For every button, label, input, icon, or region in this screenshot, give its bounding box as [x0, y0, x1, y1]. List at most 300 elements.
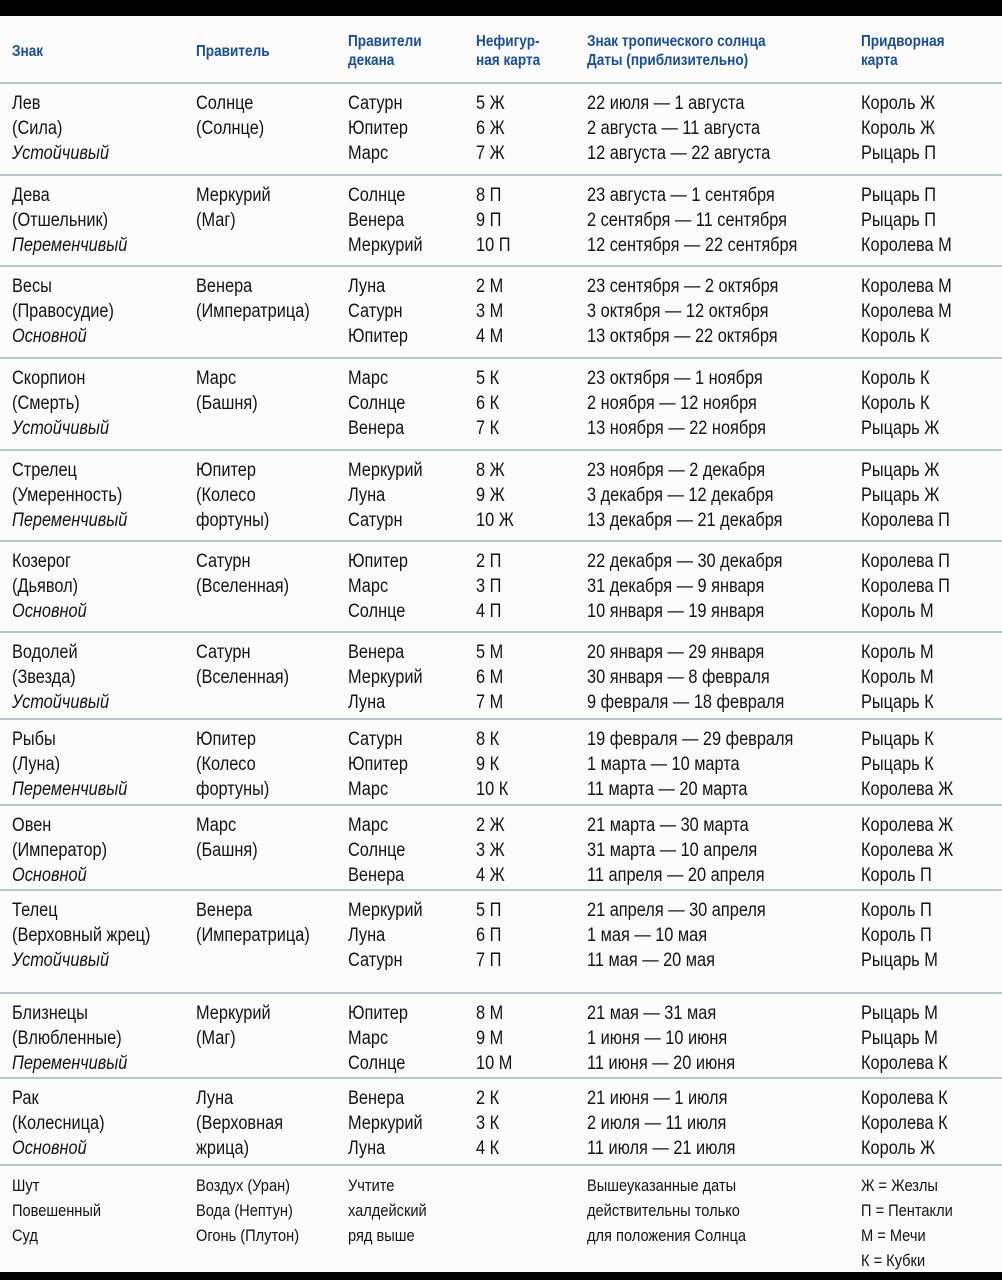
- cell-line: 1 мая — 10 мая: [587, 925, 708, 946]
- cell-line: Королева К: [861, 1053, 948, 1074]
- cell-line: 5 П: [476, 900, 502, 921]
- ruler-cell: [196, 1001, 271, 1051]
- cell-line: 9 Ж: [476, 485, 505, 506]
- ruler-cell: [196, 458, 269, 533]
- sign-cell: [12, 91, 109, 166]
- cell-line: Рыцарь М: [861, 1028, 938, 1049]
- cell-line: (Башня): [196, 393, 258, 414]
- cell-line: Скорпион: [12, 368, 86, 389]
- cell-line: Королева П: [861, 510, 950, 531]
- ruler-cell: [196, 274, 310, 324]
- cell-line: 22 декабря — 30 декабря: [587, 551, 783, 572]
- court-card-cell: [861, 813, 953, 888]
- cell-line: 21 мая — 31 мая: [587, 1003, 717, 1024]
- cell-line: 2 сентября — 11 сентября: [587, 210, 788, 231]
- cell-line: Король К: [861, 368, 930, 389]
- cell-line: 13 октября — 22 октября: [587, 326, 778, 347]
- court-card-cell: [861, 1001, 948, 1076]
- sign-cell: [12, 1173, 101, 1248]
- cell-line: Королева Ж: [861, 779, 954, 800]
- sign-cell: [12, 458, 127, 533]
- pip-card-cell: [476, 91, 505, 166]
- cell-line: Меркурий: [348, 1113, 423, 1134]
- cell-line: Дева: [12, 185, 50, 206]
- cell-line: 7 П: [476, 950, 502, 971]
- cell-line: Весы: [12, 276, 52, 297]
- cell-line: 12 сентября — 22 сентября: [587, 235, 798, 256]
- header-court-card: Придворная карта: [861, 33, 945, 69]
- pip-card-cell: [476, 813, 505, 888]
- ruler-cell: [196, 727, 269, 802]
- cell-line: (Император): [12, 840, 108, 861]
- sign-cell: [12, 1001, 127, 1076]
- sign-cell: [12, 1086, 105, 1161]
- cell-line: Юпитер: [196, 460, 256, 481]
- header-ruler: Правитель: [196, 43, 270, 60]
- cell-line: Рыцарь П: [861, 143, 936, 164]
- cell-line: 3 П: [476, 576, 502, 597]
- cell-line: Юпитер: [196, 729, 256, 750]
- cell-line: Король Ж: [861, 93, 936, 114]
- table-row: [0, 633, 1002, 720]
- cell-line: Переменчивый: [12, 1053, 128, 1074]
- cell-line: 6 М: [476, 667, 504, 688]
- table-row: [0, 1079, 1002, 1166]
- cell-line: Рыцарь К: [861, 729, 934, 750]
- ruler-cell: [196, 549, 289, 599]
- cell-line: Солнце: [348, 840, 406, 861]
- cell-line: Король М: [861, 601, 934, 622]
- cell-line: Рыцарь П: [861, 210, 936, 231]
- cell-line: Рыцарь М: [861, 1003, 938, 1024]
- decan-rulers-cell: [348, 549, 408, 624]
- cell-line: Королева П: [861, 551, 950, 572]
- cell-line: (Маг): [196, 210, 236, 231]
- ruler-cell: [196, 183, 271, 233]
- cell-line: 12 августа — 22 августа: [587, 143, 771, 164]
- cell-line: (Вселенная): [196, 576, 290, 597]
- cell-line: 10 января — 19 января: [587, 601, 765, 622]
- table-row: [0, 806, 1002, 891]
- cell-line: 11 апреля — 20 апреля: [587, 865, 765, 886]
- decan-rulers-cell: [348, 898, 423, 973]
- cell-line: 3 Ж: [476, 840, 505, 861]
- decan-rulers-cell: [348, 274, 408, 349]
- cell-line: Луна: [348, 925, 386, 946]
- cell-line: Меркурий: [348, 460, 423, 481]
- table-row: [0, 359, 1002, 451]
- cell-line: 4 Ж: [476, 865, 505, 886]
- cell-line: 30 января — 8 февраля: [587, 667, 770, 688]
- court-card-cell: [861, 91, 936, 166]
- cell-line: Меркурий: [348, 235, 423, 256]
- court-card-cell: [861, 366, 939, 441]
- cell-line: Рак: [12, 1088, 39, 1109]
- cell-line: Переменчивый: [12, 779, 128, 800]
- cell-line: (Умеренность): [12, 485, 123, 506]
- cell-line: 13 ноября — 22 ноября: [587, 418, 767, 439]
- dates-cell: [587, 183, 797, 258]
- cell-line: 31 декабря — 9 января: [587, 576, 765, 597]
- bottom-bar: [0, 1272, 1002, 1280]
- dates-cell: [587, 274, 778, 349]
- cell-line: Венера: [348, 210, 405, 231]
- court-card-cell: [861, 640, 934, 715]
- cell-line: 9 П: [476, 210, 502, 231]
- cell-line: 7 М: [476, 692, 504, 713]
- cell-line: Меркурий: [348, 667, 423, 688]
- cell-line: 2 М: [476, 276, 504, 297]
- table-header: [0, 16, 1002, 84]
- cell-line: П = Пентакли: [861, 1201, 953, 1220]
- cell-line: для положения Солнца: [587, 1226, 747, 1245]
- cell-line: 4 К: [476, 1138, 500, 1159]
- cell-line: Устойчивый: [12, 143, 110, 164]
- cell-line: Королева К: [861, 1113, 948, 1134]
- header-decan-rulers: Правители декана: [348, 33, 422, 69]
- cell-line: 10 П: [476, 235, 511, 256]
- cell-line: Королева М: [861, 301, 952, 322]
- cell-line: Король Ж: [861, 1138, 936, 1159]
- cell-line: (Императрица): [196, 925, 310, 946]
- pip-card-cell: [476, 274, 503, 349]
- cell-line: Вышеуказанные даты: [587, 1176, 737, 1195]
- cell-line: Юпитер: [348, 1003, 408, 1024]
- cell-line: (Отшельник): [12, 210, 109, 231]
- cell-line: Солнце: [348, 1053, 406, 1074]
- cell-line: Марс: [348, 368, 389, 389]
- decan-rulers-cell: [348, 727, 408, 802]
- cell-line: Шут: [12, 1176, 40, 1195]
- cell-line: К = Кубки: [861, 1251, 926, 1270]
- cell-line: Луна: [348, 485, 386, 506]
- dates-cell: [587, 813, 765, 888]
- cell-line: Луна: [348, 276, 386, 297]
- cell-line: Король П: [861, 865, 932, 886]
- cell-line: (Сила): [12, 118, 63, 139]
- cell-line: Сатурн: [348, 950, 403, 971]
- ruler-cell: [196, 1086, 283, 1161]
- dates-cell: [587, 640, 784, 715]
- cell-line: 20 января — 29 января: [587, 642, 765, 663]
- court-card-cell: [861, 183, 952, 258]
- cell-line: Учтите: [348, 1176, 395, 1195]
- court-card-cell: [861, 1173, 953, 1272]
- cell-line: 3 октября — 12 октября: [587, 301, 769, 322]
- cell-line: жрица): [196, 1138, 250, 1159]
- cell-line: Луна: [348, 692, 386, 713]
- dates-cell: [587, 1001, 735, 1076]
- pip-card-cell: [476, 640, 503, 715]
- decan-rulers-cell: [348, 813, 405, 888]
- cell-line: Королева М: [861, 276, 952, 297]
- cell-line: Сатурн: [196, 642, 251, 663]
- cell-line: Королева К: [861, 1088, 948, 1109]
- cell-line: 11 июля — 21 июля: [587, 1138, 736, 1159]
- cell-line: 21 апреля — 30 апреля: [587, 900, 766, 921]
- cell-line: 2 К: [476, 1088, 500, 1109]
- cell-line: (Верховный жрец): [12, 925, 151, 946]
- cell-line: 11 мая — 20 мая: [587, 950, 715, 971]
- cell-line: Рыцарь К: [861, 692, 934, 713]
- ruler-cell: [196, 813, 258, 863]
- cell-line: 10 К: [476, 779, 509, 800]
- cell-line: (Верховная: [196, 1113, 284, 1134]
- cell-line: Вода (Нептун): [196, 1201, 293, 1220]
- cell-line: Устойчивый: [12, 950, 110, 971]
- cell-line: Телец: [12, 900, 58, 921]
- cell-line: Меркурий: [196, 1003, 271, 1024]
- cell-line: 31 марта — 10 апреля: [587, 840, 758, 861]
- ruler-cell: [196, 1173, 299, 1248]
- cell-line: 23 сентября — 2 октября: [587, 276, 779, 297]
- cell-line: Марс: [348, 779, 389, 800]
- sign-cell: [12, 183, 127, 258]
- cell-line: 11 июня — 20 июня: [587, 1053, 736, 1074]
- pip-card-cell: [476, 1001, 512, 1076]
- decan-rulers-cell: [348, 1001, 408, 1076]
- cell-line: Венера: [196, 276, 253, 297]
- cell-line: 9 К: [476, 754, 500, 775]
- decan-rulers-cell: [348, 1173, 427, 1248]
- cell-line: 22 июля — 1 августа: [587, 93, 745, 114]
- cell-line: Основной: [12, 326, 87, 347]
- cell-line: (Звезда): [12, 667, 76, 688]
- cell-line: Марс: [348, 1028, 389, 1049]
- table-row: [0, 451, 1002, 542]
- cell-line: Королева Ж: [861, 815, 954, 836]
- cell-line: (Башня): [196, 840, 258, 861]
- cell-line: Сатурн: [348, 510, 403, 531]
- dates-cell: [587, 549, 783, 624]
- pip-card-cell: [476, 458, 514, 533]
- cell-line: 5 Ж: [476, 93, 505, 114]
- cell-line: (Дьявол): [12, 576, 79, 597]
- table-row: [0, 542, 1002, 633]
- cell-line: Юпитер: [348, 118, 408, 139]
- cell-line: Марс: [348, 143, 389, 164]
- ruler-cell: [196, 898, 310, 948]
- cell-line: Переменчивый: [12, 235, 128, 256]
- court-card-cell: [861, 898, 938, 973]
- cell-line: 23 октября — 1 ноября: [587, 368, 763, 389]
- cell-line: Венера: [348, 865, 405, 886]
- pip-card-cell: [476, 1086, 499, 1161]
- cell-line: (Колесница): [12, 1113, 105, 1134]
- cell-line: 2 ноября — 12 ноября: [587, 393, 757, 414]
- dates-cell: [587, 727, 793, 802]
- cell-line: 8 П: [476, 185, 502, 206]
- cell-line: 2 П: [476, 551, 502, 572]
- ruler-cell: [196, 640, 289, 690]
- cell-line: 5 К: [476, 368, 500, 389]
- cell-line: 8 М: [476, 1003, 504, 1024]
- decan-rulers-cell: [348, 91, 408, 166]
- cell-line: Король К: [861, 326, 930, 347]
- court-card-cell: [861, 458, 950, 533]
- decan-rulers-cell: [348, 640, 423, 715]
- cell-line: (Колесо: [196, 754, 256, 775]
- cell-line: 1 марта — 10 марта: [587, 754, 740, 775]
- table-row: [0, 176, 1002, 267]
- cell-line: 10 М: [476, 1053, 513, 1074]
- cell-line: Венера: [348, 418, 405, 439]
- pip-card-cell: [476, 727, 508, 802]
- dates-cell: [587, 91, 770, 166]
- court-card-cell: [861, 274, 952, 349]
- ruler-cell: [196, 366, 258, 416]
- cell-line: 2 Ж: [476, 815, 505, 836]
- cell-line: Солнце: [348, 393, 406, 414]
- table-row: [0, 267, 1002, 359]
- cell-line: 19 февраля — 29 февраля: [587, 729, 794, 750]
- sign-cell: [12, 366, 109, 441]
- cell-line: 23 ноября — 2 декабря: [587, 460, 766, 481]
- cell-line: Королева М: [861, 235, 952, 256]
- cell-line: 1 июня — 10 июня: [587, 1028, 728, 1049]
- dates-cell: [587, 898, 766, 973]
- dates-cell: [587, 1173, 746, 1248]
- cell-line: Стрелец: [12, 460, 77, 481]
- cell-line: 6 К: [476, 393, 500, 414]
- table-row: [0, 84, 1002, 176]
- court-card-cell: [861, 549, 950, 624]
- cell-line: действительны только: [587, 1201, 740, 1220]
- cell-line: (Влюбленные): [12, 1028, 122, 1049]
- table-row: [0, 994, 1002, 1079]
- pip-card-cell: [476, 898, 501, 973]
- cell-line: Близнецы: [12, 1003, 88, 1024]
- cell-line: Переменчивый: [12, 510, 128, 531]
- cell-line: Рыцарь М: [861, 950, 938, 971]
- cell-line: Король М: [861, 642, 934, 663]
- sign-cell: [12, 274, 114, 349]
- cell-line: Суд: [12, 1226, 38, 1245]
- cell-line: Венера: [348, 642, 405, 663]
- cell-line: 6 П: [476, 925, 502, 946]
- cell-line: 6 Ж: [476, 118, 505, 139]
- cell-line: Венера: [348, 1088, 405, 1109]
- pip-card-cell: [476, 549, 501, 624]
- cell-line: Солнце: [348, 185, 406, 206]
- cell-line: Луна: [196, 1088, 234, 1109]
- pip-card-cell: [476, 366, 499, 441]
- cell-line: Королева Ж: [861, 840, 954, 861]
- cell-line: Сатурн: [196, 551, 251, 572]
- cell-line: 4 П: [476, 601, 502, 622]
- cell-line: Солнце: [196, 93, 254, 114]
- sign-cell: [12, 813, 107, 888]
- dates-cell: [587, 1086, 735, 1161]
- cell-line: М = Мечи: [861, 1226, 926, 1245]
- cell-line: Сатурн: [348, 729, 403, 750]
- cell-line: Рыцарь П: [861, 185, 936, 206]
- cell-line: 3 декабря — 12 декабря: [587, 485, 774, 506]
- cell-line: Венера: [196, 900, 253, 921]
- cell-line: Марс: [348, 815, 389, 836]
- cell-line: Повешенный: [12, 1201, 102, 1220]
- cell-line: Основной: [12, 601, 87, 622]
- sign-cell: [12, 727, 127, 802]
- table-footer-row: [0, 1166, 1002, 1272]
- cell-line: (Императрица): [196, 301, 310, 322]
- cell-line: Король М: [861, 667, 934, 688]
- cell-line: Солнце: [348, 601, 406, 622]
- cell-line: Юпитер: [348, 551, 408, 572]
- cell-line: 10 Ж: [476, 510, 514, 531]
- sign-cell: [12, 898, 150, 973]
- cell-line: Юпитер: [348, 754, 408, 775]
- cell-line: 9 М: [476, 1028, 504, 1049]
- cell-line: халдейский: [348, 1201, 427, 1220]
- cell-line: (Смерть): [12, 393, 80, 414]
- dates-cell: [587, 366, 766, 441]
- cell-line: (Правосудие): [12, 301, 114, 322]
- cell-line: ряд выше: [348, 1226, 415, 1245]
- header-pip-card: Нефигур- ная карта: [476, 33, 541, 69]
- cell-line: Король К: [861, 393, 930, 414]
- cell-line: Юпитер: [348, 326, 408, 347]
- cell-line: Козерог: [12, 551, 71, 572]
- decan-rulers-cell: [348, 183, 423, 258]
- cell-line: Ж = Жезлы: [861, 1176, 938, 1195]
- cell-line: 7 К: [476, 418, 500, 439]
- cell-line: Рыцарь Ж: [861, 460, 940, 481]
- cell-line: 8 Ж: [476, 460, 505, 481]
- court-card-cell: [861, 727, 953, 802]
- cell-line: 5 М: [476, 642, 504, 663]
- cell-line: Марс: [196, 815, 237, 836]
- ruler-cell: [196, 91, 264, 141]
- decan-rulers-cell: [348, 366, 405, 441]
- cell-line: Воздух (Уран): [196, 1176, 291, 1195]
- cell-line: Король П: [861, 900, 932, 921]
- cell-line: 23 августа — 1 сентября: [587, 185, 775, 206]
- cell-line: Меркурий: [196, 185, 271, 206]
- cell-line: (Маг): [196, 1028, 236, 1049]
- pip-card-cell: [476, 183, 510, 258]
- cell-line: Сатурн: [348, 301, 403, 322]
- court-card-cell: [861, 1086, 948, 1161]
- cell-line: фортуны): [196, 779, 270, 800]
- astrology-tarot-table: [0, 16, 1002, 1272]
- dates-cell: [587, 458, 783, 533]
- cell-line: Рыбы: [12, 729, 56, 750]
- cell-line: 3 М: [476, 301, 504, 322]
- cell-line: 8 К: [476, 729, 500, 750]
- cell-line: Устойчивый: [12, 692, 110, 713]
- cell-line: Лев: [12, 93, 41, 114]
- cell-line: Луна: [348, 1138, 386, 1159]
- cell-line: Овен: [12, 815, 52, 836]
- table-row: [0, 891, 1002, 994]
- cell-line: 9 февраля — 18 февраля: [587, 692, 785, 713]
- cell-line: 2 июля — 11 июля: [587, 1113, 727, 1134]
- cell-line: Сатурн: [348, 93, 403, 114]
- sign-cell: [12, 549, 87, 624]
- cell-line: Меркурий: [348, 900, 423, 921]
- cell-line: 13 декабря — 21 декабря: [587, 510, 783, 531]
- header-dates: Знак тропического солнца Даты (приблизительно): [587, 33, 766, 69]
- cell-line: Король П: [861, 925, 932, 946]
- cell-line: Король Ж: [861, 118, 936, 139]
- cell-line: 2 августа — 11 августа: [587, 118, 761, 139]
- cell-line: 21 марта — 30 марта: [587, 815, 749, 836]
- table-row: [0, 720, 1002, 806]
- cell-line: (Колесо: [196, 485, 256, 506]
- cell-line: Рыцарь К: [861, 754, 934, 775]
- cell-line: 21 июня — 1 июля: [587, 1088, 728, 1109]
